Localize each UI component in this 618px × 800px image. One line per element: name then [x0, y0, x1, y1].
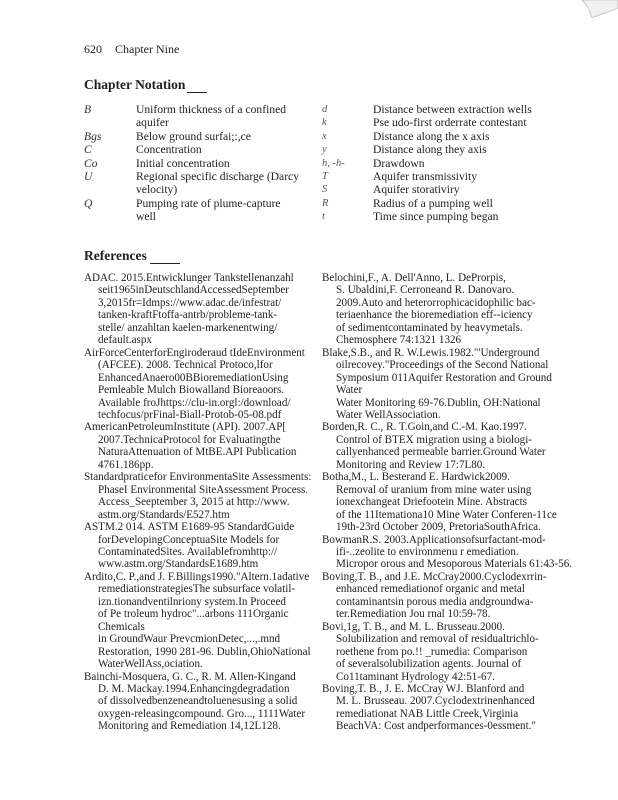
reference-line: of the 11Itemationa10 Mine Water Conferen-11ce: [336, 508, 557, 521]
reference-entry: [322, 421, 576, 471]
notation-description: [136, 170, 316, 197]
reference-line: Standardpraticefor EnvironmentaSite Assessments:: [84, 471, 312, 484]
page-number: 620: [84, 42, 102, 56]
reference-line: Boving,T. B., and J.E. McCray2000.Cyclodexrrin-: [322, 570, 547, 583]
reference-line: Symposium 011Aquifer Restoration and Ground Water: [336, 371, 552, 397]
reference-entry: [322, 534, 576, 571]
notation-description-line: Distance between extraction wells: [373, 103, 532, 116]
reference-line: Monitoring and Remediation 14,12L128.: [98, 720, 281, 733]
notation-description-line: well: [136, 210, 156, 224]
reference-line: D. M. Mackay.1994.Enhancingdegradation: [98, 682, 290, 695]
notation-row: [322, 197, 572, 210]
notation-description-line: Initial concentration: [136, 156, 230, 170]
notation-description-line: Distance along the x axis: [373, 129, 490, 143]
reference-line: Blake,S.B., and R. W.Lewis.1982."'Underground: [322, 346, 540, 359]
reference-entry: [84, 471, 323, 521]
reference-line: Bainchi-Mosquera, G. C., R. M. Allen-Kingand: [84, 670, 296, 683]
reference-line: Pemleable Mulch Biowalland Bioreaoors.: [98, 384, 285, 397]
reference-line: S. Ubaldini,F. Cerroneand R. Danovaro.: [336, 284, 515, 297]
reference-line: Chemosphere 74:1321 1326: [336, 334, 462, 347]
reference-entry: [84, 272, 323, 347]
notation-description: [373, 116, 572, 129]
notation-row: [84, 157, 316, 170]
notation-symbol: k: [322, 117, 327, 129]
notation-row: [322, 210, 572, 223]
notation-description: [136, 157, 316, 170]
notation-symbol: Q: [84, 196, 93, 210]
reference-line: of severalsolubilization agents. Journal of: [336, 658, 522, 671]
notation-description-line: Aquifer storativiry: [373, 183, 460, 197]
notation-symbol: C: [84, 143, 92, 157]
reference-line: BowmanR.S. 2003.Applicationsofsurfactant-mod-: [322, 533, 546, 546]
reference-line: izn.tionandventilnriony system.In Proceed: [98, 595, 286, 608]
reference-line: of Pe troleum hydroc"...arbons 111Organic Chemicals: [98, 608, 289, 633]
notation-description: [136, 197, 316, 224]
notation-row: [84, 143, 316, 156]
reference-line: Available froJhttps://clu-in.orgl:/download/: [98, 396, 291, 409]
notation-row: [84, 130, 316, 143]
notation-description: [373, 197, 572, 210]
notation-description: [373, 157, 572, 170]
references-column-right: [322, 272, 576, 733]
references-heading: [84, 248, 180, 264]
notation-row: [84, 103, 316, 130]
reference-line: (AFCEE). 2008. Technical Protoco,lfor: [98, 359, 273, 372]
reference-entry: [322, 347, 576, 422]
reference-line: Bovi,1g, T. B., and M. L. Brusseau.2000.: [322, 620, 505, 633]
reference-line: contaminantsin porous media andgroundwa-: [336, 595, 534, 608]
reference-entry: [84, 671, 323, 733]
notation-description: [373, 103, 572, 116]
chapter-label: Chapter Nine: [115, 42, 180, 56]
reference-line: roethene from po.!! _rumedia: Comparison: [336, 645, 528, 658]
notation-description: [373, 143, 572, 156]
reference-line: ADAC. 2015.Entwicklunger Tankstellenanzahl: [84, 272, 294, 284]
reference-line: EnhancedAnaero00BBioremediationUsing: [98, 371, 289, 384]
notation-description-line: aquifer: [136, 116, 169, 130]
notation-description-line: Concentration: [136, 143, 202, 157]
references-heading-text: References: [84, 248, 147, 263]
reference-line: Solubilization and removal of residualtrichlo-: [336, 633, 539, 646]
reference-line: NaturaAttenuation of MtBE.API Publication: [98, 446, 297, 459]
reference-line: Water Monitoring 69-76.Dublin, OH:National: [336, 396, 541, 409]
reference-line: teriaenhance the bioremediation eff--iciency: [336, 309, 533, 322]
notation-description-line: Uniform thickness of a confined: [136, 103, 287, 116]
reference-line: ionexchangeat Driefootein Mine. Abstracts: [336, 496, 527, 509]
notation-description-line: Drawdown: [373, 156, 425, 170]
notation-description-line: velocity): [136, 183, 178, 197]
reference-entry: [84, 347, 323, 422]
notation-symbol: Co: [84, 156, 98, 170]
reference-line: of dissolvedbenzeneandtoluenesusing a solid: [98, 695, 298, 708]
notation-description-line: Radius of a pumping well: [373, 196, 493, 210]
reference-line: ContaminatedSites. Availablefromhttp://: [98, 545, 278, 558]
reference-line: ifi-..zeolite to environmenu r emediation.: [336, 545, 519, 558]
notation-heading: [84, 77, 207, 93]
notation-description-line: Regional specific discharge (Darcy: [136, 170, 299, 184]
reference-line: astm.org/Standards/E527.htm: [98, 508, 230, 521]
reference-line: 4761.186pp.: [98, 458, 154, 471]
notation-symbol: t: [322, 211, 325, 223]
notation-symbol: x: [322, 130, 327, 142]
reference-line: remediationstrategiesThe subsurface volatil-: [98, 583, 296, 596]
reference-line: M. L. Brusseau. 2007.Cyclodextrinenhanced: [336, 695, 535, 708]
notation-row: [322, 170, 572, 183]
reference-line: Restoration, 1990 281-96. Dublin,OhioNational: [98, 645, 311, 658]
heading-rule: [150, 251, 180, 264]
reference-line: of sedimentcontaminated by heavymetals.: [336, 321, 523, 334]
notation-row: [322, 103, 572, 116]
notation-row: [322, 116, 572, 129]
reference-line: ASTM.2 014. ASTM E1689-95 StandardGuide: [84, 521, 295, 534]
reference-line: Ardito,C. P.,and J. F.Billings1990."Altern.1adative: [84, 570, 310, 583]
notation-description: [373, 170, 572, 183]
reference-line: 19th-23rd October 2009, PretoriaSouthAfrica.: [336, 521, 541, 534]
notation-row: [322, 143, 572, 156]
reference-line: Botha,M., L. Besterand E. Hardwick2009.: [322, 471, 510, 484]
notation-description: [136, 143, 316, 156]
reference-line: callyenhanced permeable barrier.Ground Water: [336, 446, 546, 459]
notation-description-line: Time since pumping began: [373, 210, 499, 224]
reference-line: Removal of uranium from mine water using: [336, 483, 532, 496]
reference-line: 3,2015fr=Idmps://www.adac.de/infestrat/: [98, 296, 282, 309]
notation-symbol: B: [84, 103, 92, 116]
reference-line: techfocus/prFinal-Biall-Protob-05-08.pdf: [98, 408, 282, 421]
reference-entry: [84, 421, 323, 471]
reference-entry: [322, 621, 576, 683]
notation-description: [373, 210, 572, 223]
reference-line: 2007.TechnicaProtocol for Evaluatingthe: [98, 433, 281, 446]
notation-description: [136, 103, 316, 130]
reference-line: AmericanPetroleumInstitute (API). 2007.AP[: [84, 421, 287, 434]
reference-line: Co11taminant Hydrology 42:51-67.: [336, 670, 495, 683]
notation-symbol: Bgs: [84, 129, 102, 143]
reference-line: stelle/ anzahltan kaelen-markenentwing/: [98, 321, 278, 334]
reference-line: enhanced remediationof organic and metal: [336, 583, 525, 596]
notation-description: [373, 183, 572, 196]
reference-line: Micropor orous and Mesoporous Materials 61:43-56.: [336, 558, 573, 571]
reference-line: seit1965inDeutschlandAccessedSeptember: [98, 284, 290, 297]
reference-line: 2009.Auto and heterorrophicacidophilic bac-: [336, 296, 536, 309]
reference-line: default.aspx: [98, 334, 152, 347]
notation-row: [322, 130, 572, 143]
reference-line: WaterWellAss,ociation.: [98, 658, 203, 671]
reference-entry: [322, 683, 576, 733]
heading-rule: [187, 78, 207, 93]
reference-line: Access_Seeptember 3, 2015 at http://www.: [98, 496, 290, 509]
reference-entry: [84, 571, 323, 671]
notation-description: [373, 130, 572, 143]
reference-entry: [84, 521, 323, 571]
reference-line: Belochini,F., A. Dell'Anno, L. DeProrpis,: [322, 272, 506, 284]
reference-line: Water WellAssociation.: [336, 408, 441, 421]
reference-line: tanken-kraftFtoffa-antrb/probleme-tank-: [98, 309, 278, 322]
reference-line: oilrecovey."Proceedings of the Second National: [336, 359, 549, 372]
reference-line: forDevelopingConceptuaSite Models for: [98, 533, 280, 546]
reference-line: www.astm.org/StandardsE1689.htm: [98, 558, 259, 571]
reference-entry: [322, 571, 576, 621]
notation-description-line: Pse udo-first orderrate contestant: [373, 116, 527, 130]
notation-symbol: U: [84, 170, 93, 184]
notation-description-line: Distance along they axis: [373, 143, 487, 157]
reference-line: oxygen-releasingcompound. Gro..., 1111Water: [98, 707, 306, 720]
notation-symbol: S: [322, 184, 328, 196]
notation-symbol: R: [322, 197, 329, 209]
page-curl-corner: [572, 0, 618, 18]
notation-list-left: [84, 103, 316, 224]
notation-symbol: T: [322, 171, 328, 183]
reference-line: BeachVA: Cost andperformances-0essment.": [336, 720, 536, 733]
notation-description-line: Pumping rate of plume-capture: [136, 196, 281, 210]
notation-row: [322, 183, 572, 196]
notation-row: [84, 170, 316, 197]
notation-symbol: y: [322, 144, 327, 156]
reference-line: in GroundWaur PrevcmionDetec,...,.mnd: [98, 633, 281, 646]
notation-description: [136, 130, 316, 143]
notation-symbol: h, -h-: [322, 157, 345, 169]
reference-line: AirForceCenterforEngiroderaud tIdeEnvironment: [84, 346, 305, 359]
reference-line: remediationat NAB Little Creek,Virginia: [336, 707, 519, 720]
notation-description-line: Aquifer transmissivity: [373, 170, 478, 184]
reference-line: Control of BTEX migration using a biologi-: [336, 433, 532, 446]
reference-entry: [322, 272, 576, 347]
reference-entry: [322, 471, 576, 533]
notation-row: [84, 197, 316, 224]
page-header: [84, 42, 179, 57]
notation-symbol: d: [322, 104, 328, 115]
reference-line: Monitoring and Review 17:7L80.: [336, 458, 486, 471]
notation-list-right: [322, 103, 572, 224]
reference-line: ter.Remediation Jou rnal 10:59-78.: [336, 608, 491, 621]
notation-heading-text: Chapter Notation: [84, 77, 186, 92]
reference-line: Boving,T. B., J. E. McCray WJ. Blanford and: [322, 682, 525, 695]
reference-line: PhaseI Environmental SiteAssessment Process.: [98, 483, 309, 496]
notation-row: [322, 157, 572, 170]
references-column-left: [84, 272, 323, 733]
reference-line: Borden,R. C., R. T.Goin,and C.-M. Kao.1997.: [322, 421, 527, 434]
notation-description-line: Below ground surfai;:,ce: [136, 129, 251, 143]
